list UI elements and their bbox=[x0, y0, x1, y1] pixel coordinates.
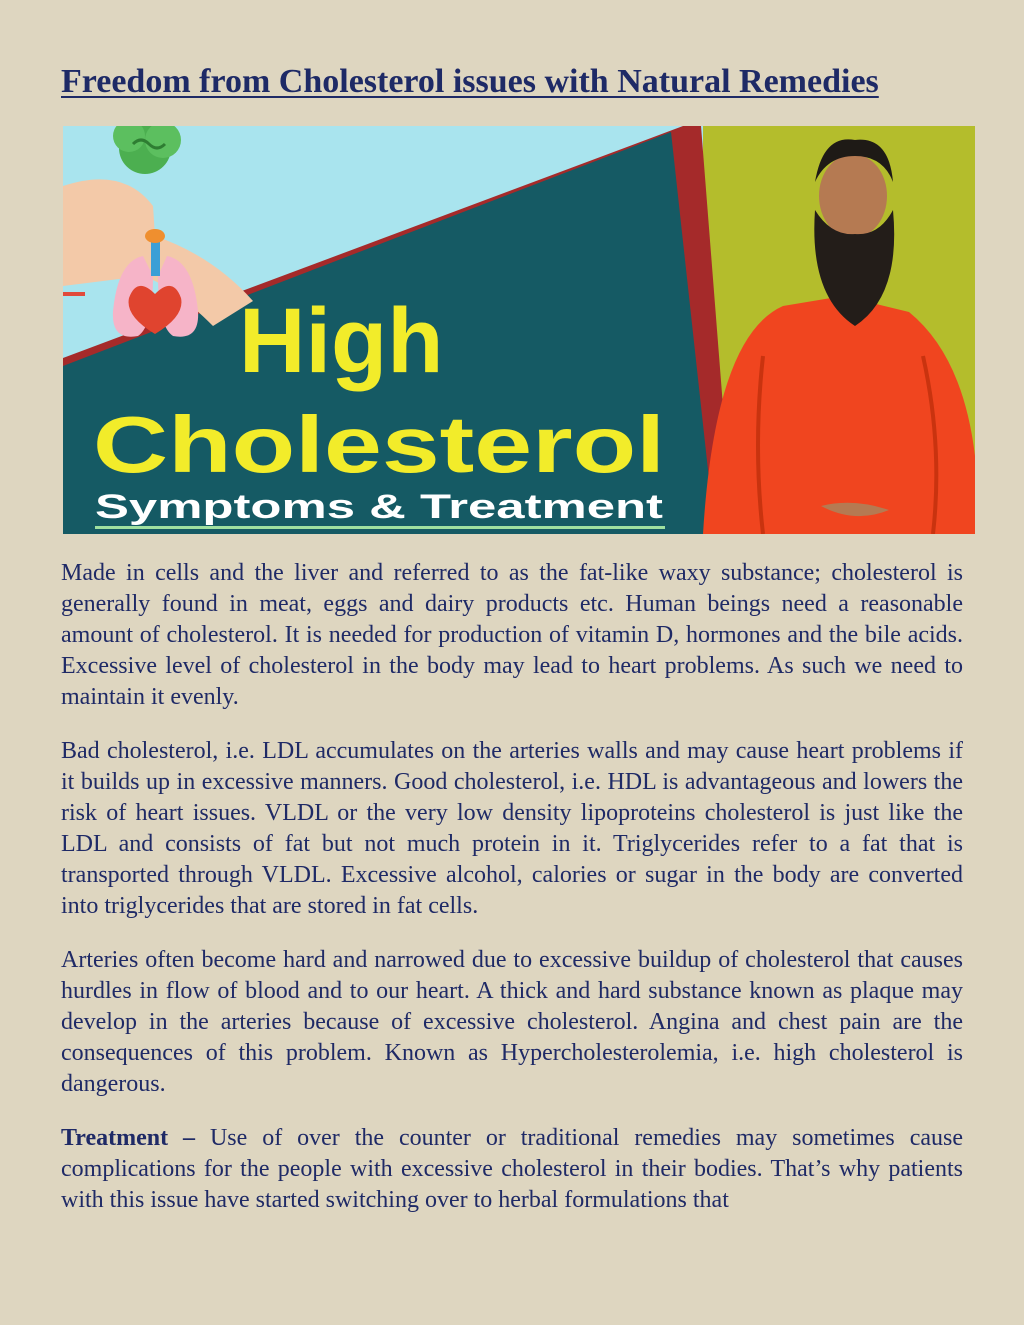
banner-image bbox=[63, 126, 975, 534]
paragraph-text: Bad cholesterol, i.e. LDL accumulates on the arteries walls and may cause heart problems if it builds up in excessive manners. Good cholesterol, i.e. HDL is advantageous and lowers the risk of heart issues. VLDL or the very low density lipoproteins cholesterol is just like the LDL and consists of fat but not much protein in it. Triglycerides refer to a fat that is transported through VLDL. Excessive alcohol, calories or sugar in the body are converted into triglycerides that are stored in fat cells. bbox=[61, 738, 963, 919]
paragraph bbox=[61, 736, 963, 922]
page-title: Freedom from Cholesterol issues with Natural Remedies bbox=[61, 63, 879, 100]
paragraph-text: Made in cells and the liver and referred to as the fat-like waxy substance; cholesterol is generally found in meat, eggs and dairy products etc. Human beings need a reasonable amount of cholesterol. It is needed for production of vitamin D, hormones and the bile acids. Excessive level of cholesterol in the body may lead to heart problems. As such we need to maintain it evenly. bbox=[61, 560, 963, 710]
paragraph bbox=[61, 558, 963, 713]
paragraph bbox=[61, 945, 963, 1100]
paragraph-lead-treatment: Treatment – bbox=[61, 1125, 196, 1151]
banner-subheadline: Symptoms & Treatment bbox=[95, 488, 663, 526]
subheadline-underline bbox=[95, 526, 665, 529]
banner-headline-cholesterol: Cholesterol bbox=[93, 400, 665, 489]
article-body bbox=[61, 558, 963, 1239]
banner-headline-high: High bbox=[239, 290, 444, 392]
paragraph-text: Arteries often become hard and narrowed due to excessive buildup of cholesterol that causes hurdles in flow of blood and to our heart. A thick and hard substance known as plaque may develop in the arteries because of excessive cholesterol. Angina and chest pain are the consequences of this problem. Known as Hypercholesterolemia, i.e. high cholesterol is dangerous. bbox=[61, 947, 963, 1097]
face bbox=[819, 154, 887, 238]
paragraph-text: Use of over the counter or traditional remedies may sometimes cause complications for the people with excessive cholesterol in their bodies. That’s why patients with this issue have started switching over to herbal formulations that bbox=[61, 1125, 964, 1213]
paragraph bbox=[61, 1123, 963, 1216]
